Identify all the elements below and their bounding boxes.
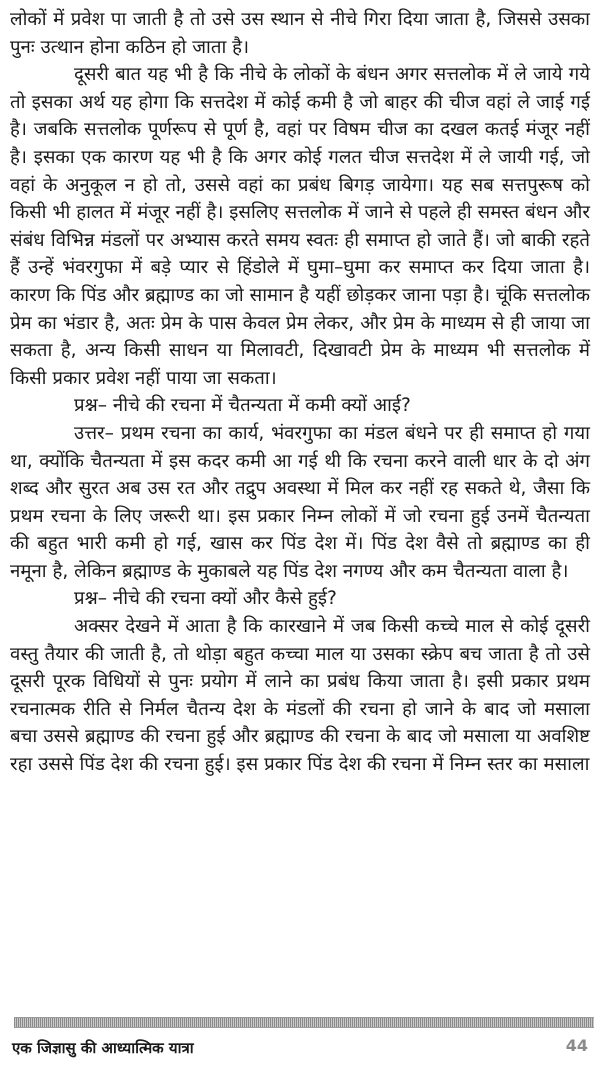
question-chaitanyata: प्रश्न– नीचे की रचना में चैतन्यता में कमी क्यों आई? [74, 395, 411, 417]
footer-divider [14, 1017, 594, 1028]
body-text [10, 6, 590, 779]
paragraph-continuation: लोकों में प्रवेश पा जाती है तो उसे उस स्थान से नीचे गिरा दिया जाता है, जिससे उसका पुनः उत्थान होना कठिन हो जाता है। [10, 9, 590, 58]
answer-rachna: अक्सर देखने में आता है कि कारखाने में जब किसी कच्चे माल से कोई दूसरी वस्तु तैयार की जाती है, तो थोड़ा बहुत कच्चा माल या उसका स्क्रेप बच जाता है तो उसे दूसरी पूरक विधियों से पुनः प्रयोग में लाने का प्रबंध किया जाता है। इसी प्रकार प्रथम रचनात्मक रीति से निर्मल चैतन्य देश के मंडलों की रचना हो जाने के बाद जो मसाला बचा उससे ब्रह्माण्ड की रचना हुई और ब्रह्माण्ड की रचना के बाद जो मसाला या अवशिष्ट रहा उससे पिंड देश की रचना हुई। इस प्रकार पिंड देश की रचना में निम्न स्तर का मसाला [10, 616, 590, 776]
paragraph-satlok-bandhan: दूसरी बात यह भी है कि नीचे के लोकों के बंधन अगर सत्तलोक में ले जाये गये तो इसका अर्थ यह होगा कि सत्तदेश में कोई कमी है जो बाहर की चीज वहां ले जाई गई है। जबकि सत्तलोक पूर्णरूप से पूर्ण है, वहां पर विषम चीज का दखल कतई मंजूर नहीं है। इसका एक कारण यह भी है कि अगर कोई गलत चीज सत्तदेश में ले जायी गई, जो वहां के अनुकूल न हो तो, उससे वहां का प्रबंध बिगड़ जायेगा। यह सब सत्तपुरूष को किसी भी हालत में मंजूर नहीं है। इसलिए सत्तलोक में जाने से पहले ही समस्त बंधन और संबंध विभिन्न मंडलों पर अभ्यास करते समय स्वतः ही समाप्त हो जाते हैं। जो बाकी रहते हैं उन्हें भंवरगुफा में बड़े प्यार से हिंडोले में घुमा–घुमा कर समाप्त कर दिया जाता है। कारण कि पिंड और ब्रह्माण्ड का जो सामान है यहीं छोड़कर जाना पड़ा है। चूंकि सत्तलोक प्रेम का भंडार है, अतः प्रेम के पास केवल प्रेम लेकर, और प्रेम के माध्यम से ही जाया जा सकता है, अन्य किसी साधन या मिलावटी, दिखावटी प्रेम के माध्यम भी सत्तलोक में किसी प्रकार प्रवेश नहीं पाया जा सकता। [10, 64, 590, 389]
question-rachna: प्रश्न– नीचे की रचना क्यों और कैसे हुई? [74, 588, 337, 610]
page-number: 44 [565, 1036, 588, 1055]
book-page [10, 0, 590, 1066]
footer-book-title: एक जिज्ञासु की आध्यात्मिक यात्रा [12, 1039, 194, 1057]
answer-chaitanyata: उत्तर– प्रथम रचना का कार्य, भंवरगुफा का मंडल बंधने पर ही समाप्त हो गया था, क्योंकि चैतन्यता में इस कदर कमी आ गई थी कि रचना करने वाली धार के दो अंग शब्द और सुरत अब उस रत और तद्रुप अवस्था में मिल कर नहीं रह सकते थे, जैसा कि प्रथम रचना के लिए जरूरी था। इस प्रकार निम्न लोकों में जो रचना हुई उनमें चैतन्यता की बहुत भारी कमी हो गई, खास कर पिंड देश में। पिंड देश वैसे तो ब्रह्माण्ड का ही नमूना है, लेकिन ब्रह्माण्ड के मुकाबले यह पिंड देश नगण्य और कम चैतन्यता वाला है। [10, 422, 590, 582]
